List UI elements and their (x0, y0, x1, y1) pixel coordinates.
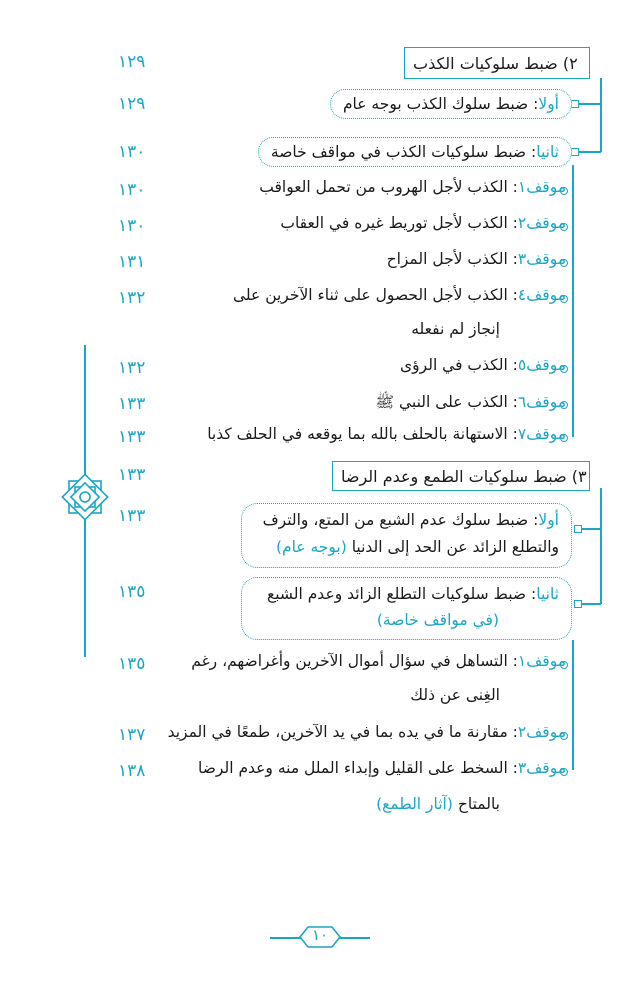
page-ref: ١٣٣ (118, 394, 146, 414)
section-heading-text: ٣) ضبط سلوكيات الطمع وعدم الرضا (341, 466, 587, 486)
toc-item-continuation: إنجاز لم نفعله (411, 320, 500, 338)
page-ref: ١٣٣ (118, 427, 146, 447)
page-ref: ١٢٩ (118, 52, 146, 72)
toc-item-continuation: الغِنى عن ذلك (410, 686, 500, 704)
page-ref: ١٣٣ (118, 506, 146, 526)
toc-item: موقف٦: الكذب على النبي ﷺ (375, 393, 566, 411)
connector-node (574, 600, 582, 608)
page-ref: ١٣٣ (118, 465, 146, 485)
toc-item: موقف١: الكذب لأجل الهروب من تحمل العواقب (259, 178, 566, 196)
page-ref: ١٣٠ (118, 180, 146, 200)
page-ref: ١٢٩ (118, 94, 146, 114)
page-number: ١٠ (311, 926, 329, 944)
connector-node (571, 100, 579, 108)
connector-node (571, 148, 579, 156)
page-ref: ١٣٠ (118, 216, 146, 236)
subheading-pill: ثانيا: ضبط سلوكيات التطلع الزائد وعدم الشبع (في مواقف خاصة) (241, 577, 572, 640)
connector (600, 78, 602, 152)
toc-item: موقف٧: الاستهانة بالحلف بالله بما يوقعه في الحلف كذبا (207, 425, 566, 443)
ornament-star-icon (56, 468, 114, 526)
section-heading-text: ٢) ضبط سلوكيات الكذب (413, 53, 578, 73)
subheading-pill: أولا: ضبط سلوك الكذب بوجه عام (330, 89, 572, 119)
toc-item: موقف٢: مقارنة ما في يده بما في يد الآخرين، طمعًا في المزيد (167, 723, 566, 741)
page-ref: ١٣٥ (118, 582, 146, 602)
toc-item: موقف٥: الكذب في الرؤى (400, 356, 566, 374)
connector (600, 488, 602, 604)
toc-item: موقف٢: الكذب لأجل توريط غيره في العقاب (280, 214, 566, 232)
connector (572, 165, 574, 437)
toc-item: موقف٤: الكذب لأجل الحصول على ثناء الآخرين على (232, 286, 566, 304)
page-ref: ١٣٧ (118, 725, 146, 745)
page-ref: ١٣٢ (118, 358, 146, 378)
page-ref: ١٣٢ (118, 288, 146, 308)
toc-item: موقف٣: السخط على القليل وإبداء الملل منه وعدم الرضا (198, 759, 566, 777)
section-heading-2 (404, 47, 590, 79)
connector (572, 640, 574, 770)
toc-item: موقف١: التساهل في سؤال أموال الآخرين وأغراضهم، رغم (191, 652, 566, 670)
toc-item-continuation: بالمتاح (آثار الطمع) (376, 795, 500, 813)
subheading-pill: أولا: ضبط سلوك عدم الشبع من المتع، والترف والتطلع الزائد عن الحد إلى الدنيا (بوجه عام) (241, 503, 572, 568)
page-ref: ١٣٨ (118, 761, 146, 781)
page-ref: ١٣٠ (118, 142, 146, 162)
page-ref: ١٣٥ (118, 654, 146, 674)
subheading-pill: ثانيا: ضبط سلوكيات الكذب في مواقف خاصة (258, 137, 572, 167)
page-ref: ١٣١ (118, 252, 146, 272)
connector-node (574, 525, 582, 533)
section-heading-3 (332, 461, 590, 491)
toc-item: موقف٣: الكذب لأجل المزاح (386, 250, 566, 268)
